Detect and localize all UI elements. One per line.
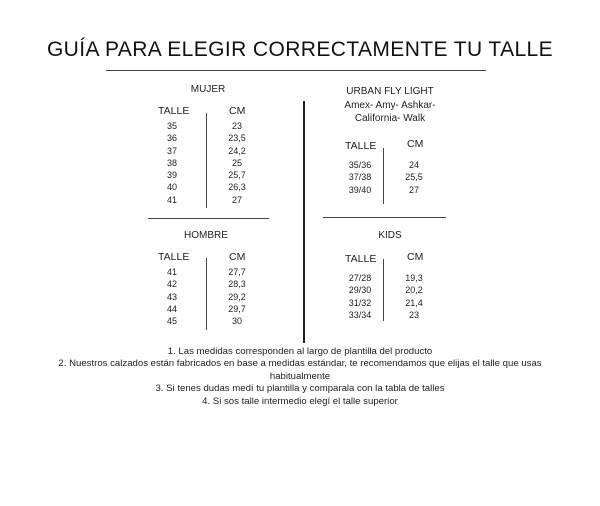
hombre-talle-column	[158, 266, 186, 327]
kids-column-divider	[383, 259, 384, 321]
kids-talle-header: TALLE	[345, 253, 377, 265]
urban-cm-cell: 24	[408, 160, 419, 170]
mujer-talle-cell: 40	[166, 182, 177, 193]
kids-cm-cell: 21,4	[405, 297, 423, 308]
mujer-cm-cell: 23,5	[228, 133, 246, 144]
urban-column-divider	[383, 148, 384, 204]
page-title: GUÍA PARA ELEGIR CORRECTAMENTE TU TALLE	[46, 38, 554, 61]
hombre-talle-cell: 45	[166, 316, 177, 327]
kids-heading: KIDS	[378, 230, 402, 241]
urban-talle-cell: 37/38	[348, 172, 372, 183]
hombre-column-divider	[206, 258, 207, 330]
hombre-talle-cell: 43	[166, 291, 177, 302]
kids-cm-column	[399, 272, 429, 321]
urban-cm-header: CM	[407, 138, 424, 150]
urban-cm-column	[399, 159, 429, 196]
hombre-cm-header: CM	[229, 251, 246, 263]
hombre-talle-header: TALLE	[158, 251, 190, 263]
right-section-divider	[323, 217, 446, 218]
kids-talle-column	[344, 272, 376, 321]
mujer-cm-cell: 25	[231, 157, 242, 168]
mujer-cm-column	[222, 120, 252, 206]
urban-heading-line3: California- Walk	[354, 113, 426, 124]
kids-cm-cell: 19,3	[405, 273, 423, 283]
mujer-cm-cell: 24,2	[228, 145, 246, 156]
urban-cm-cell: 27	[408, 184, 419, 195]
mujer-cm-cell: 27	[231, 194, 242, 205]
mujer-talle-cell: 37	[166, 145, 177, 156]
hombre-cm-cell: 27,7	[228, 267, 246, 277]
note-2-continued: habitualmente	[269, 370, 331, 382]
mujer-cm-header: CM	[229, 105, 246, 117]
kids-cm-header: CM	[407, 251, 424, 263]
center-divider	[303, 101, 305, 343]
mujer-heading: MUJER	[190, 84, 226, 95]
kids-cm-cell: 20,2	[405, 285, 423, 296]
mujer-talle-cell: 41	[166, 194, 177, 205]
mujer-cm-cell: 23	[231, 121, 242, 131]
mujer-cm-cell: 25,7	[228, 170, 246, 181]
hombre-cm-cell: 29,7	[228, 303, 246, 314]
hombre-talle-cell: 41	[166, 267, 177, 277]
hombre-talle-cell: 44	[166, 303, 177, 314]
urban-cm-cell: 25,5	[405, 172, 423, 183]
kids-talle-cell: 33/34	[348, 309, 372, 320]
mujer-talle-column	[158, 120, 186, 206]
urban-talle-cell: 35/36	[348, 160, 372, 170]
note-3: 3. Si tenes dudas medí tu plantilla y comparala con la tabla de talles	[155, 383, 445, 395]
note-2: 2. Nuestros calzados están fabricados en base a medidas estándar, te recomendamos que elijas el talle que usas	[58, 358, 542, 370]
kids-talle-cell: 29/30	[348, 285, 372, 296]
urban-heading-line2: Amex- Amy- Ashkar-	[344, 99, 436, 111]
mujer-column-divider	[206, 113, 207, 208]
urban-heading-line1: URBAN FLY LIGHT	[346, 86, 434, 97]
mujer-talle-cell: 36	[166, 133, 177, 144]
note-1: 1. Las medidas corresponden al largo de plantilla del producto	[167, 346, 433, 357]
hombre-cm-column	[222, 266, 252, 327]
size-guide-notes	[0, 346, 600, 408]
mujer-cm-cell: 26,3	[228, 182, 246, 193]
urban-heading	[330, 85, 450, 126]
kids-talle-cell: 27/28	[348, 273, 372, 283]
urban-talle-header: TALLE	[345, 140, 377, 152]
kids-cm-cell: 23	[408, 309, 419, 320]
hombre-heading: HOMBRE	[184, 230, 228, 241]
mujer-talle-cell: 39	[166, 170, 177, 181]
urban-talle-column	[344, 159, 376, 196]
title-divider	[106, 70, 486, 71]
kids-talle-cell: 31/32	[348, 297, 372, 308]
hombre-cm-cell: 30	[231, 316, 242, 327]
note-4: 4. Si sos talle intermedio elegí el talle superior	[202, 395, 398, 407]
left-section-divider	[148, 218, 269, 219]
hombre-talle-cell: 42	[166, 279, 177, 290]
urban-talle-cell: 39/40	[348, 184, 372, 195]
mujer-talle-cell: 38	[166, 157, 177, 168]
hombre-cm-cell: 28,3	[228, 279, 246, 290]
hombre-cm-cell: 29,2	[228, 291, 246, 302]
mujer-talle-cell: 35	[166, 121, 177, 131]
mujer-talle-header: TALLE	[158, 105, 190, 117]
